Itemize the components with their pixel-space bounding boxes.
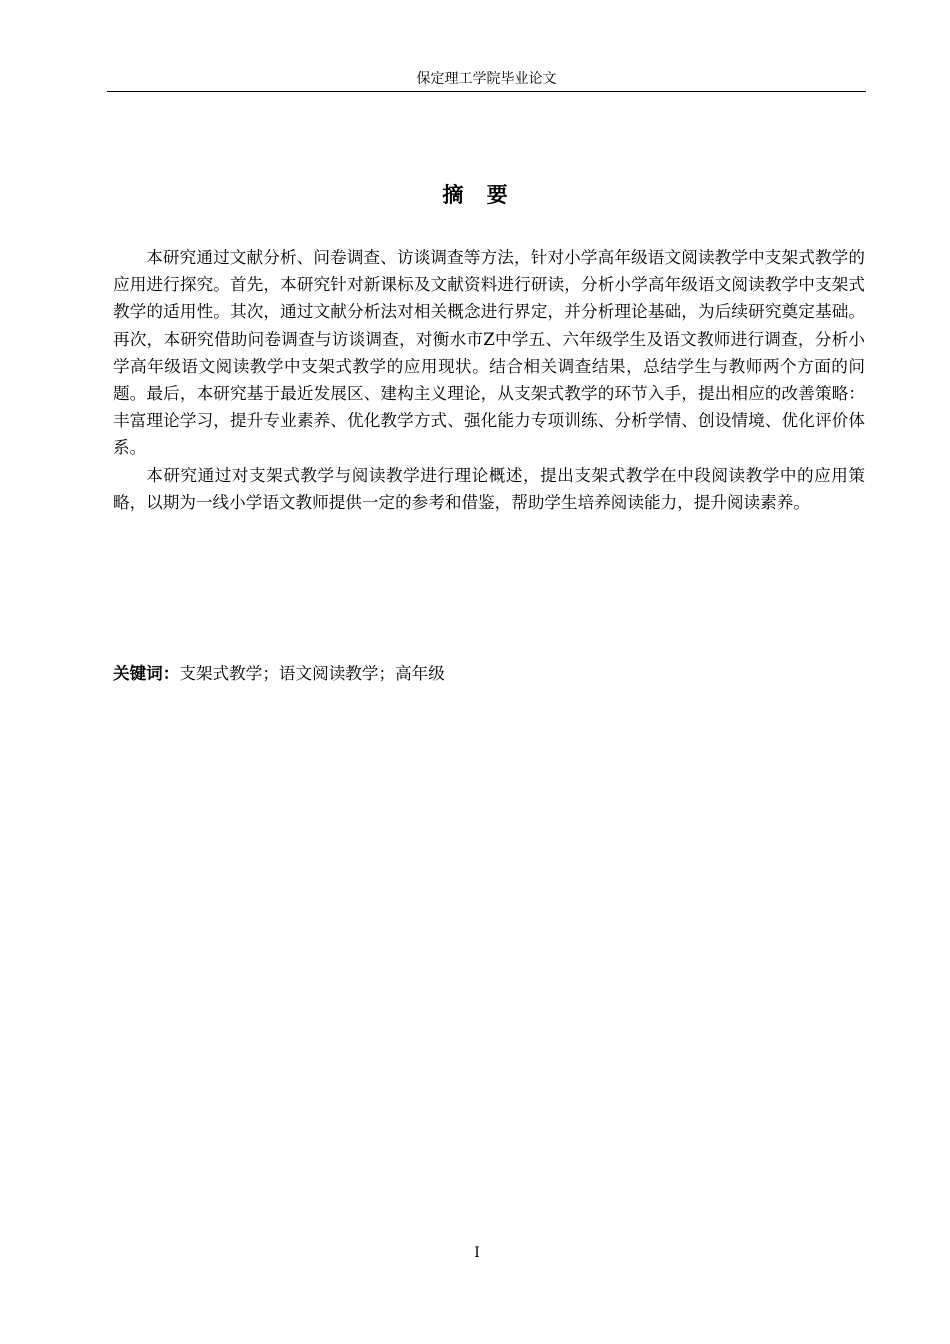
page-number: I	[474, 1245, 480, 1261]
header-text: 保定理工学院毕业论文	[416, 71, 557, 87]
abstract-body	[113, 244, 865, 516]
abstract-paragraph-1: 本研究通过文献分析、问卷调查、访谈调查等方法，针对小学高年级语文阅读教学中支架式教学的应用进行探究。首先，本研究针对新课标及文献资料进行研读，分析小学高年级语文阅读教学中支架式教学的适用性。其次，通过文献分析法对相关概念进行界定，并分析理论基础，为后续研究奠定基础。再次，本研究借助问卷调查与访谈调查，对衡水市Z中学五、六年级学生及语文教师进行调查，分析小学高年级语文阅读教学中支架式教学的应用现状。结合相关调查结果，总结学生与教师两个方面的问题。最后，本研究基于最近发展区、建构主义理论，从支架式教学的环节入手，提出相应的改善策略：丰富理论学习，提升专业素养、优化教学方式、强化能力专项训练、分析学情、创设情境、优化评价体系。	[113, 248, 865, 458]
abstract-title: 摘 要	[442, 183, 516, 207]
abstract-paragraph-2: 本研究通过对支架式教学与阅读教学进行理论概述，提出支架式教学在中段阅读教学中的应用策略，以期为一线小学语文教师提供一定的参考和借鉴，帮助学生培养阅读能力，提升阅读素养。	[113, 465, 865, 512]
keywords-label: 关键词：	[113, 664, 180, 683]
page-header	[107, 70, 866, 92]
keywords-line	[113, 660, 445, 687]
keywords-value: 支架式教学；语文阅读教学；高年级	[179, 664, 445, 683]
